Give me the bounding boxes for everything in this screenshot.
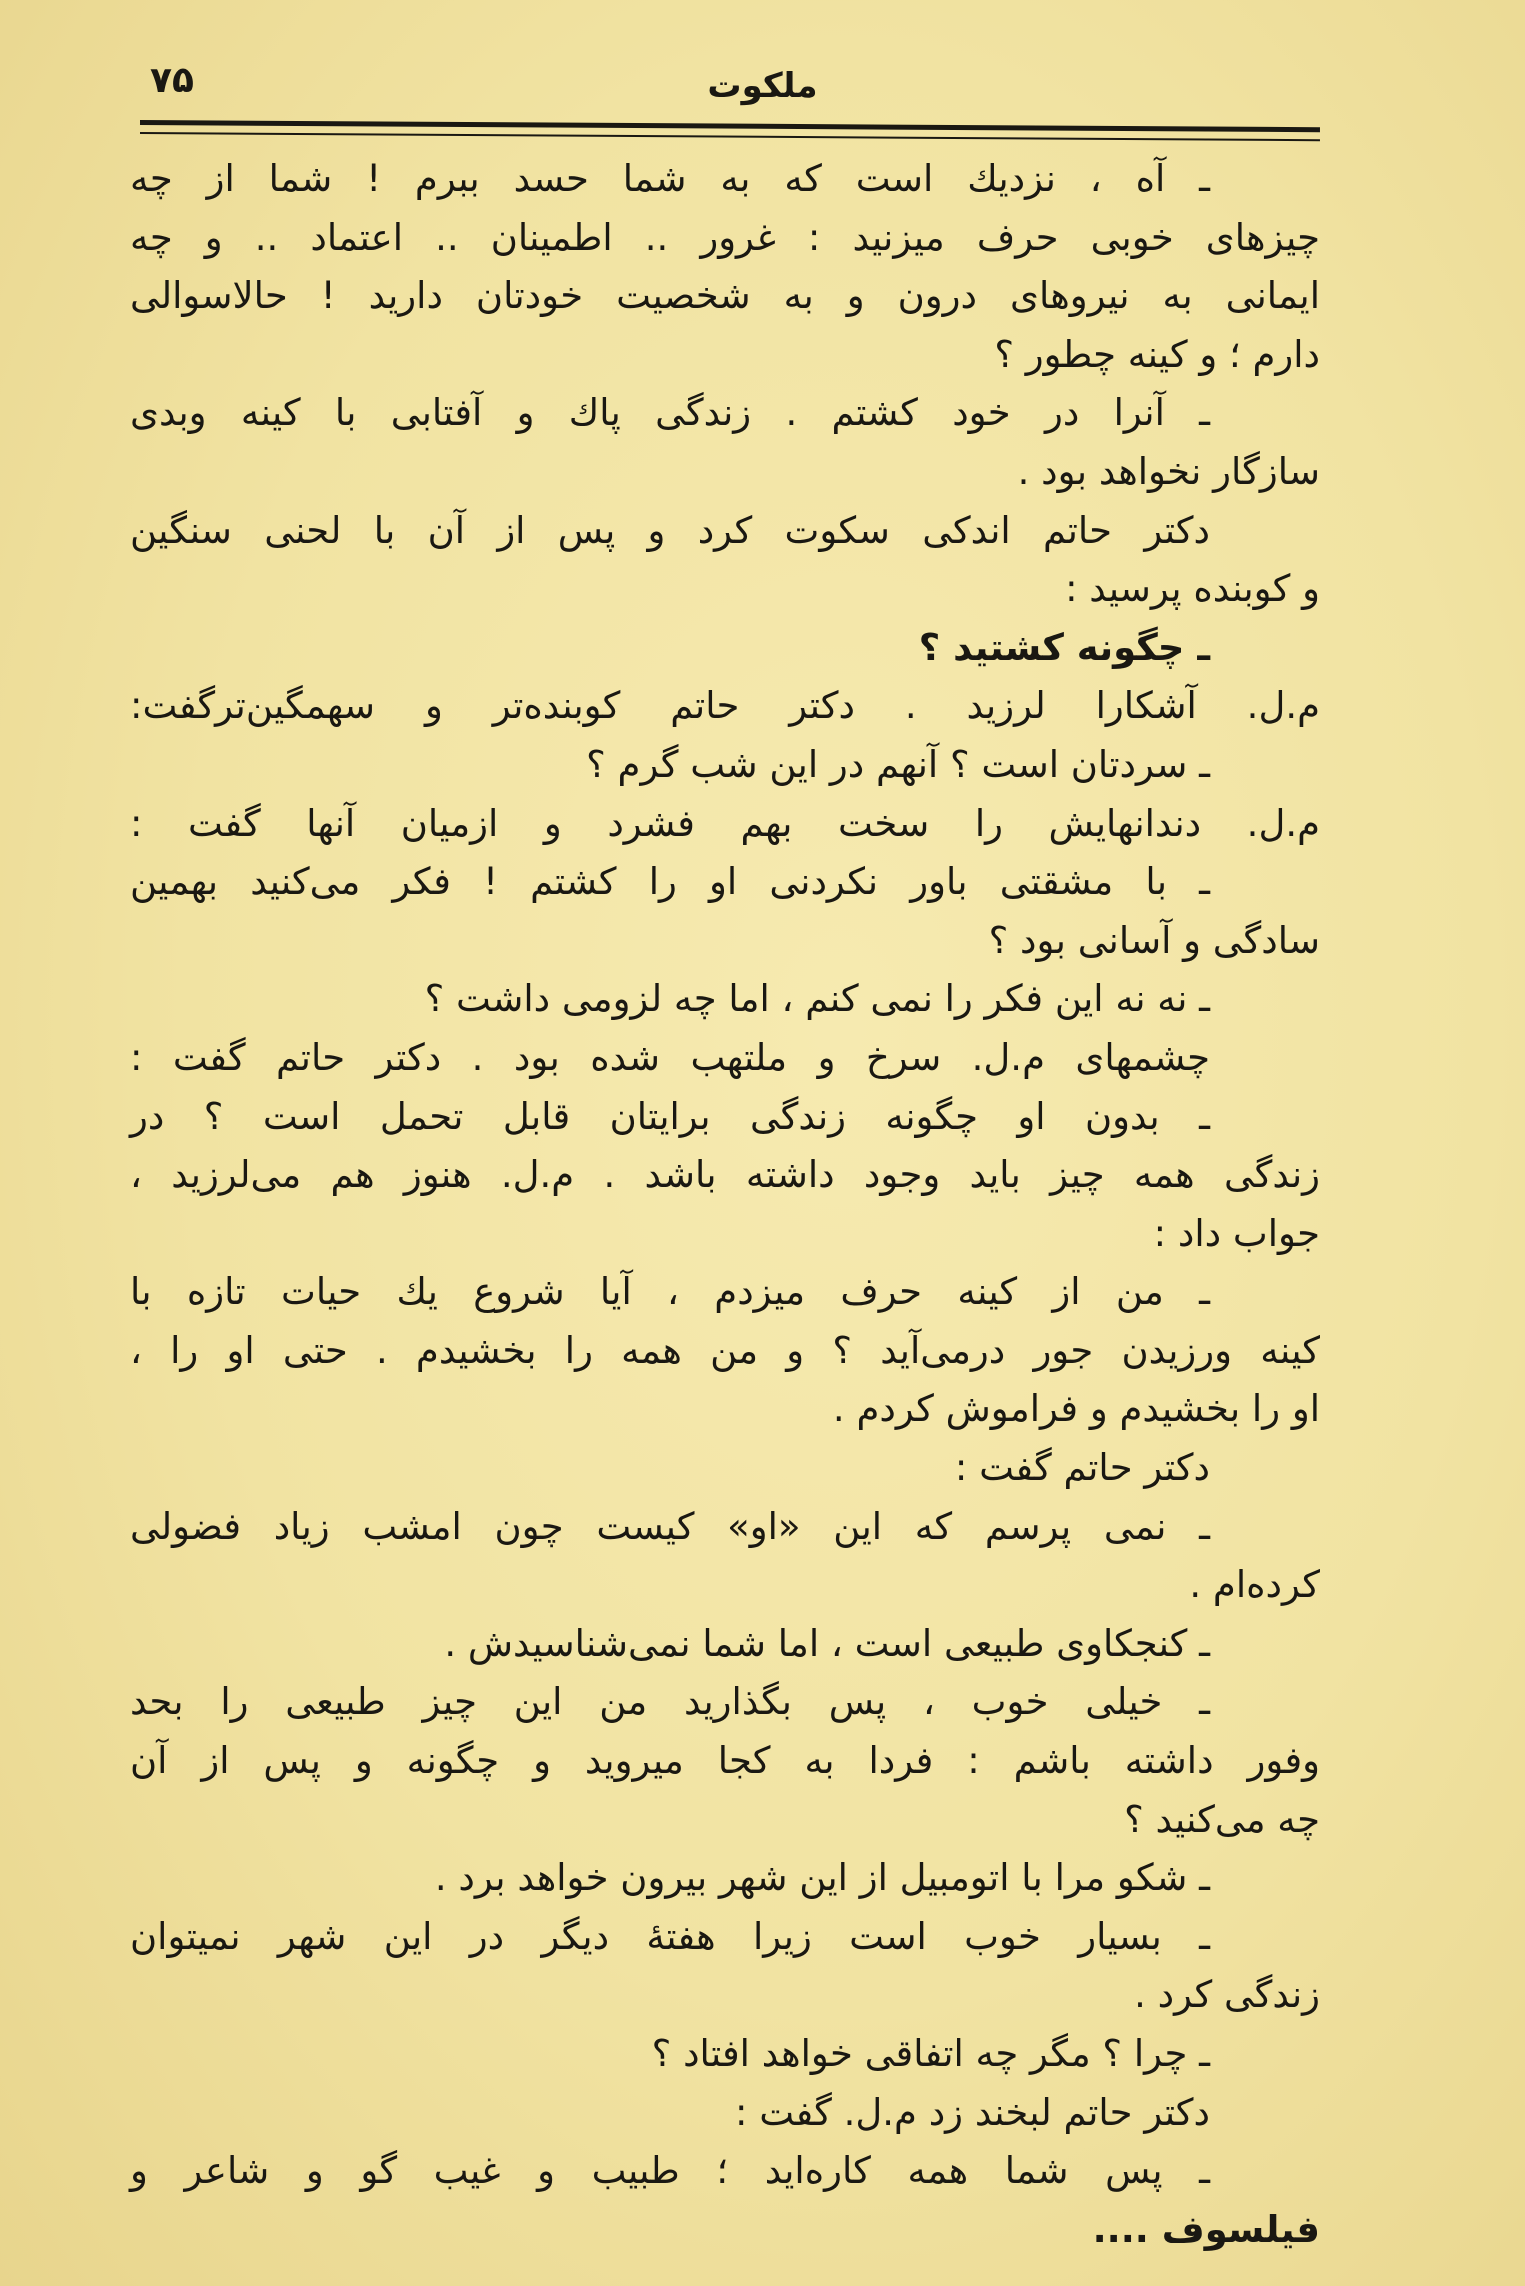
text-line: دکتر حاتم اندکی سکوت کرد و پس از آن با لحنی سنگین bbox=[130, 508, 1210, 552]
text-line: او را بخشیدم و فراموش کردم . bbox=[832, 1387, 1320, 1431]
text-line: ـ بدون او چگونه زندگی برایتان قابل تحمل است ؟ در bbox=[130, 1094, 1210, 1138]
text-line: دارم ؛ و کینه چطور ؟ bbox=[994, 332, 1320, 376]
running-title: ملکوت bbox=[707, 66, 818, 106]
text-line: ـ خیلی خوب ، پس بگذارید من این چیز طبیعی را بحد bbox=[130, 1680, 1210, 1724]
text-line: ـ نه نه این فکر را نمی کنم ، اما چه لزومی داشت ؟ bbox=[424, 977, 1210, 1021]
text-line: دکتر حاتم لبخند زد م.ل. گفت : bbox=[734, 2090, 1210, 2134]
text-line: زندگی همه چیز باید وجود داشته باشد . م.ل. هنوز هم می‌لرزید ، bbox=[130, 1153, 1320, 1197]
text-line: ـ کنجکاوی طبیعی است ، اما شما نمی‌شناسیدش . bbox=[444, 1621, 1210, 1665]
text-line: ـ چرا ؟ مگر چه اتفاقی خواهد افتاد ؟ bbox=[651, 2032, 1210, 2075]
text-line: ـ چگونه کشتید ؟ bbox=[918, 625, 1210, 669]
text-line: م.ل. دندانهایش را سخت بهم فشرد و ازمیان آنها گفت : bbox=[130, 801, 1320, 845]
text-line: وفور داشته باشم : فردا به کجا میروید و چگونه و پس از آن bbox=[130, 1739, 1320, 1783]
body-text bbox=[130, 150, 1320, 2259]
text-line: سادگی و آسانی بود ؟ bbox=[988, 918, 1320, 962]
text-line: فیلسوف .... bbox=[1092, 2207, 1320, 2251]
text-line: ـ من از کینه حرف میزدم ، آیا شروع یك حیات تازه با bbox=[130, 1270, 1210, 1314]
text-line: ـ نمی پرسم که این «او» کیست چون امشب زیاد فضولی bbox=[130, 1504, 1210, 1548]
text-line: ـ آه ، نزدیك است که به شما حسد ببرم ! شما از چه bbox=[130, 157, 1210, 200]
text-line: ـ سردتان است ؟ آنهم در این شب گرم ؟ bbox=[586, 742, 1210, 786]
text-line: دکتر حاتم گفت : bbox=[954, 1446, 1210, 1490]
text-line: جواب داد : bbox=[1153, 1211, 1320, 1255]
text-line: ـ آنرا در خود کشتم . زندگی پاك و آفتابی با کینه وبدی bbox=[130, 391, 1210, 435]
text-line: چه می‌کنید ؟ bbox=[1124, 1797, 1320, 1841]
text-line: سازگار نخواهد بود . bbox=[1017, 449, 1320, 493]
text-line: چشمهای م.ل. سرخ و ملتهب شده بود . دکتر حاتم گفت : bbox=[130, 1035, 1210, 1079]
text-line: کرده‌ام . bbox=[1189, 1563, 1320, 1607]
text-line: چیزهای خوبی حرف میزنید : غرور .. اطمینان .. اعتماد .. و چه bbox=[130, 215, 1320, 259]
text-line: و کوبنده پرسید : bbox=[1065, 567, 1320, 611]
text-line: ـ شکو مرا با اتومبیل از این شهر بیرون خواهد برد . bbox=[434, 1856, 1210, 1900]
text-line: ـ بسیار خوب است زیرا هفتهٔ دیگر در این شهر نمیتوان bbox=[130, 1914, 1210, 1958]
text-line: ـ پس شما همه کاره‌اید ؛ طبیب و غیب گو و شاعر و bbox=[130, 2149, 1210, 2193]
text-line: ایمانی به نیروهای درون و به شخصیت خودتان دارید ! حالاسوالی bbox=[130, 274, 1320, 318]
text-line: ـ با مشقتی باور نکردنی او را کشتم ! فکر می‌کنید بهمین bbox=[130, 860, 1210, 904]
text-line: زندگی کرد . bbox=[1134, 1973, 1320, 2017]
text-line: کینه ورزیدن جور درمی‌آید ؟ و من همه را بخشیدم . حتی او را ، bbox=[130, 1328, 1320, 1372]
text-line: م.ل. آشکارا لرزید . دکتر حاتم کوبنده‌تر و سهمگین‌ترگفت: bbox=[130, 684, 1320, 728]
page-number: ۷۵ bbox=[150, 60, 194, 101]
